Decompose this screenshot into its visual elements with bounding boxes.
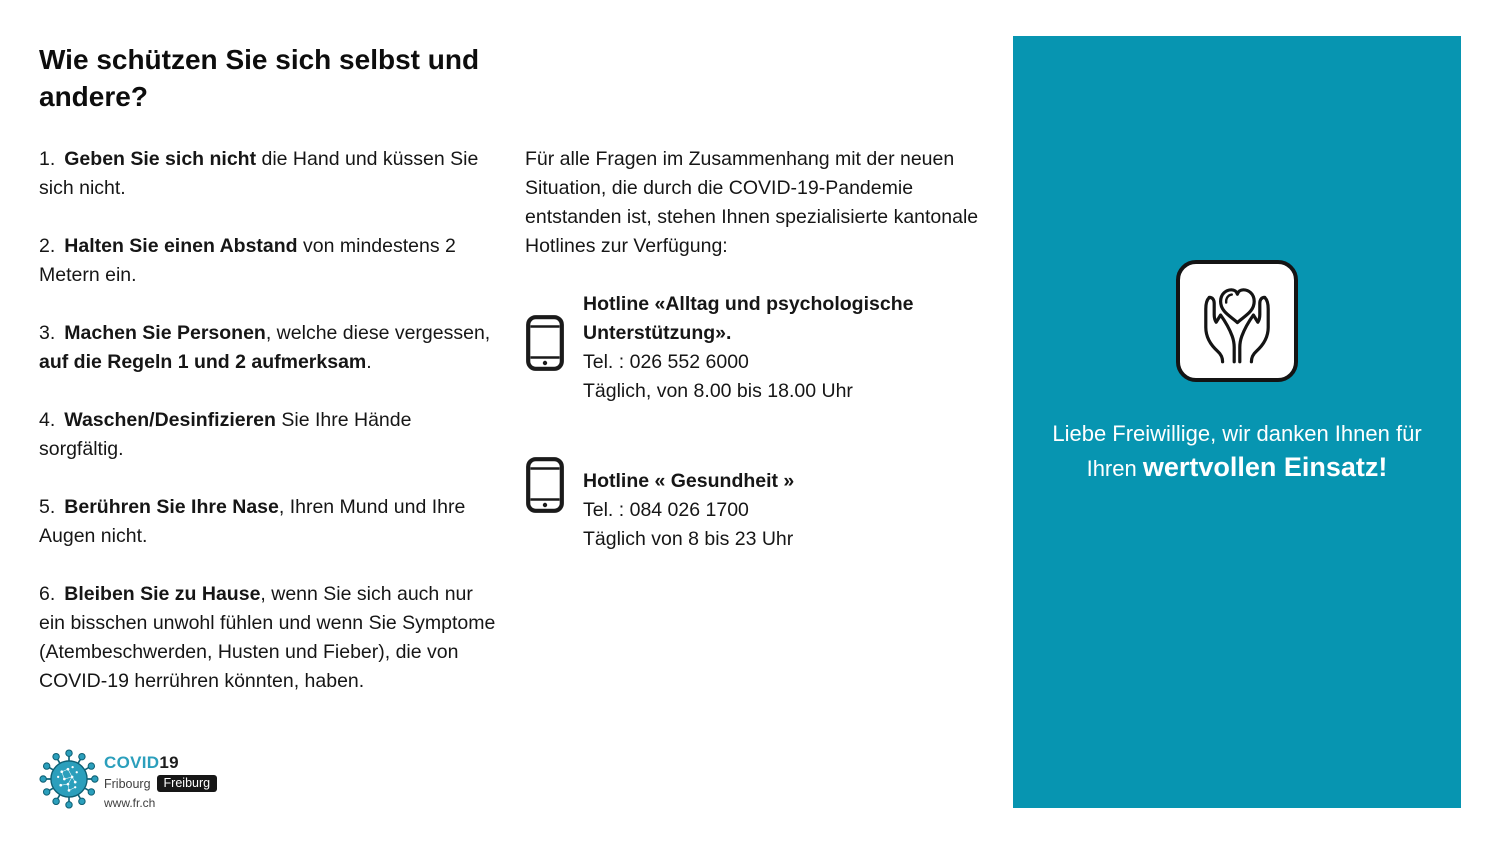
- rule-item-2: [39, 232, 501, 290]
- hotline-title: Hotline «Alltag und psychologische Unterstützung».: [583, 293, 914, 344]
- rule-text: , wenn Sie sich auch nur ein bisschen unwohl fühlen und wenn Sie Symptome (Atembeschwerden, Husten und Fieber), die von COVID-19 herrühren könnten, haben.: [39, 583, 496, 692]
- logo-brand-covid: COVID: [104, 753, 160, 772]
- rule-bold-text: auf die Regeln 1 und 2 aufmerksam: [39, 351, 367, 373]
- rule-bold-text: Geben Sie sich nicht: [64, 148, 257, 170]
- rule-number: 6.: [39, 583, 56, 605]
- page-title: Wie schützen Sie sich selbst und andere?: [39, 44, 480, 112]
- rule-item-4: [39, 406, 501, 464]
- rule-text: , welche diese vergessen,: [265, 322, 491, 344]
- logo-fribourg-label: Fribourg: [104, 776, 151, 791]
- hotline-phone: Tel. : 084 026 1700: [583, 499, 749, 521]
- rule-number: 4.: [39, 409, 56, 431]
- logo-city-row: [104, 775, 274, 792]
- thanks-text-line2: [1013, 451, 1461, 485]
- rule-text: die Hand und küssen Sie sich nicht.: [39, 148, 479, 199]
- rule-text: .: [366, 351, 372, 373]
- rule-bold-text: Berühren Sie Ihre Nase: [64, 496, 279, 518]
- rule-text: von mindestens 2 Metern ein.: [39, 235, 456, 286]
- thanks-regular: Ihren: [1086, 456, 1143, 481]
- rule-number: 2.: [39, 235, 56, 257]
- heart-in-hands-icon: [1176, 260, 1298, 382]
- thanks-panel: [1013, 36, 1461, 808]
- rule-text: Sie Ihre Hände sorgfältig.: [39, 409, 412, 460]
- hotline-hours: Täglich, von 8.00 bis 18.00 Uhr: [583, 380, 853, 402]
- rule-number: 3.: [39, 322, 56, 344]
- logo-url: www.fr.ch: [104, 796, 156, 810]
- hotline-title: Hotline « Gesundheit »: [583, 470, 795, 492]
- hotline-block-psych: [583, 290, 983, 406]
- rule-bold-text: Bleiben Sie zu Hause: [64, 583, 261, 605]
- rule-number: 5.: [39, 496, 56, 518]
- logo-freiburg-badge: Freiburg: [157, 775, 218, 792]
- thanks-bold: wertvollen Einsatz!: [1142, 452, 1388, 482]
- rule-item-1: [39, 145, 501, 203]
- rule-item-6: [39, 580, 501, 696]
- logo-brand: [104, 754, 274, 772]
- smartphone-icon: [526, 457, 564, 513]
- rule-bold-text: Waschen/Desinfizieren: [64, 409, 276, 431]
- hotline-block-health: [583, 467, 983, 554]
- hotline-hours: Täglich von 8 bis 23 Uhr: [583, 528, 794, 550]
- rule-item-5: [39, 493, 501, 551]
- logo-text-block: [104, 754, 274, 810]
- thanks-text-line1: Liebe Freiwillige, wir danken Ihnen für: [1052, 421, 1422, 446]
- rules-list: [39, 145, 501, 725]
- hotline-phone: Tel. : 026 552 6000: [583, 351, 749, 373]
- smartphone-icon: [526, 315, 564, 371]
- rule-item-3: [39, 319, 501, 377]
- rule-text: , Ihren Mund und Ihre Augen nicht.: [39, 496, 466, 547]
- rule-bold-text: Halten Sie einen Abstand: [64, 235, 298, 257]
- hotlines-intro-text: Für alle Fragen im Zusammenhang mit der neuen Situation, die durch die COVID-19-Pandemie entstanden ist, stehen Ihnen spezialisierte kantonale Hotlines zur Verfügung:: [525, 148, 979, 257]
- rule-number: 1.: [39, 148, 56, 170]
- virus-icon: [38, 748, 100, 810]
- rule-bold-text: Machen Sie Personen: [64, 322, 266, 344]
- logo-brand-19: 19: [159, 753, 179, 772]
